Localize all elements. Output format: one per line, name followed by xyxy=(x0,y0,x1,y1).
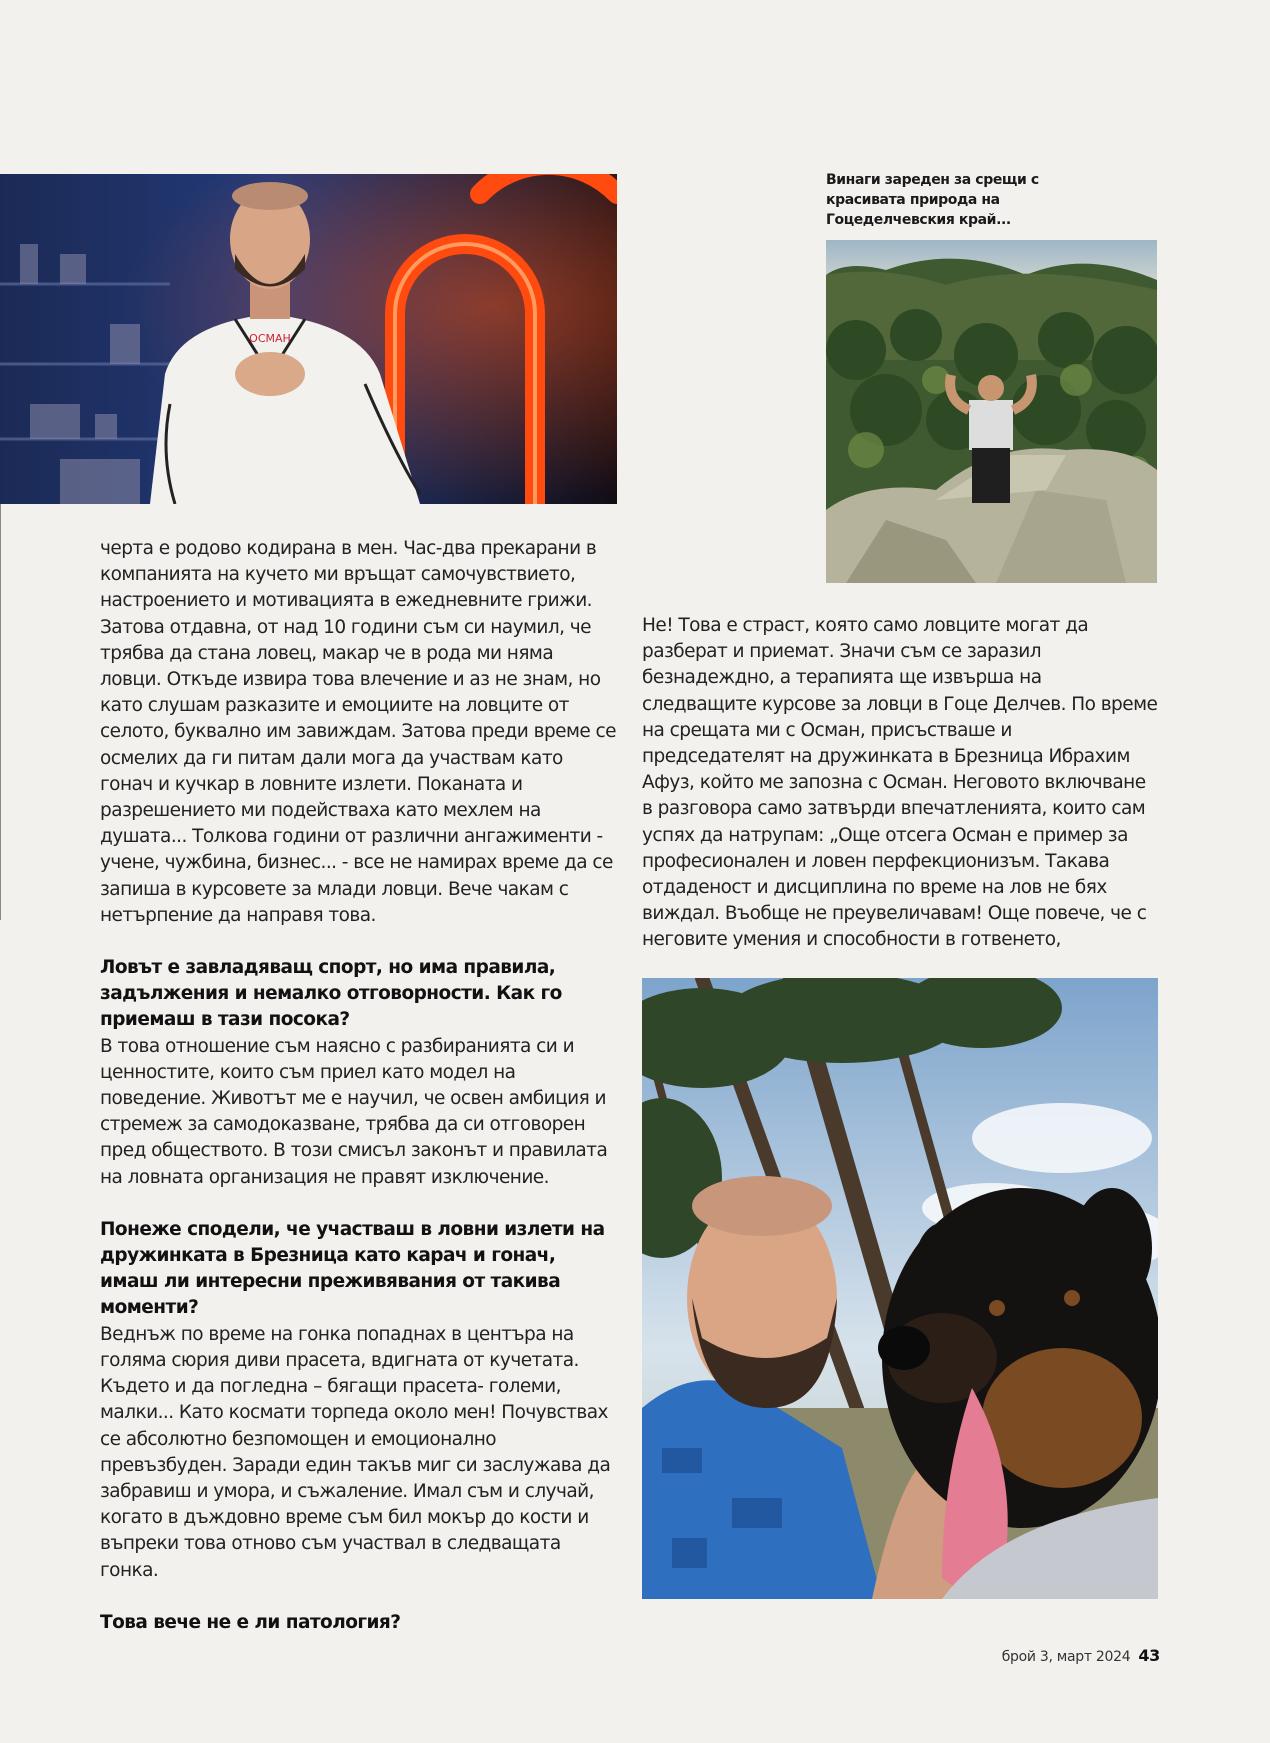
interview-question: Понеже сподели, че участваш в ловни излети на дружинката в Брезница като карач и гонач, имаш ли интересни преживявания от такива моменти? xyxy=(100,1218,605,1319)
interview-question: Това вече не е ли патология? xyxy=(100,1611,401,1633)
page-footer xyxy=(1002,1646,1160,1665)
interview-answer: Веднъж по време на гонка попаднах в центъра на голяма сюрия диви прасета, вдигната от кучетата. Където и да погледна – бягащи прасета- големи, малки... Като космати торпеда около мен! Почувствах се абсолютно безпомощен и емоционално превъзбуден. Заради един такъв миг си заслужава да забравиш и умора, и съжаление. Имал съм и случай, когато в дъждовно време съм бил мокър до кости и въпреки това отново съм участвал в следващата гонка. xyxy=(100,1323,611,1581)
paragraph-gap xyxy=(100,929,616,955)
page-number: 43 xyxy=(1138,1646,1160,1665)
interview-answer: черта е родово кодирана в мен. Час-два прекарани в компанията на кучето ми връщат самочувствието, настроението и мотивацията в ежедневните грижи. Затова отдавна, от над 10 години съм си наумил, че трябва да стана ловец, макар че в рода ми няма ловци. Откъде извира това влечение и аз не знам, но като слушам разказите и емоциите на ловците от селото, буквално им завиждам. Затова преди време се осмелих да ги питам дали мога да участвам като гонач и кучкар в ловните излети. Поканата и разрешението ми подействаха като мехлем на душата... Толкова години от различни ангажименти - учене, чужбина, бизнес... - все не намирах време да се запиша в курсовете за млади ловци. Вече чакам с нетърпение да направя това. xyxy=(100,538,616,926)
photo-caption: Винаги зареден за срещи с красивата природа на Гоцеделчевския край... xyxy=(826,172,1039,228)
right-column-text: Не! Това е страст, която само ловците могат да разберат и приемат. Значи съм се заразил безнадеждно, а терапията ще извърша на следващите курсове за ловци в Гоце Делчев. По време на срещата ми с Осман, присъстваше и председателят на дружинката в Брезница Ибрахим Афуз, който ме запозна с Осман. Неговото включване в разговора само затвърди впечатленията, които сам успях да натрупам: „Още отсега Осман е пример за професионален и ловен перфекционизъм. Такава отдаденост и дисциплина по време на лов не бях виждал. Въобще не преувеличавам! Още повече, че с неговите умения и способности в готвенето, xyxy=(642,615,1158,951)
chef-name-tag: ОСМАН xyxy=(249,332,291,345)
paragraph-gap xyxy=(100,1584,616,1610)
issue-label: брой 3, март 2024 xyxy=(1001,1649,1131,1665)
dog-selfie-photo xyxy=(642,978,1158,1599)
mountain-photo xyxy=(826,240,1157,583)
interview-question: Ловът е завладяващ спорт, но има правила, задължения и немалко отговорности. Как го приемаш в тази посока? xyxy=(100,957,562,1031)
chef-photo xyxy=(0,174,617,504)
paragraph-gap xyxy=(100,1191,616,1217)
left-article-column xyxy=(100,536,616,1636)
interview-answer: В това отношение съм наясно с разбиранията си и ценностите, които съм приел като модел на поведение. Животът ме е научил, че освен амбиция и стремеж за самодоказване, трябва да си отговорен пред обществото. В този смисъл законът и правилата на ловната организация не правят изключение. xyxy=(100,1035,608,1188)
column-rule xyxy=(0,504,1,920)
right-article-column xyxy=(642,613,1158,954)
